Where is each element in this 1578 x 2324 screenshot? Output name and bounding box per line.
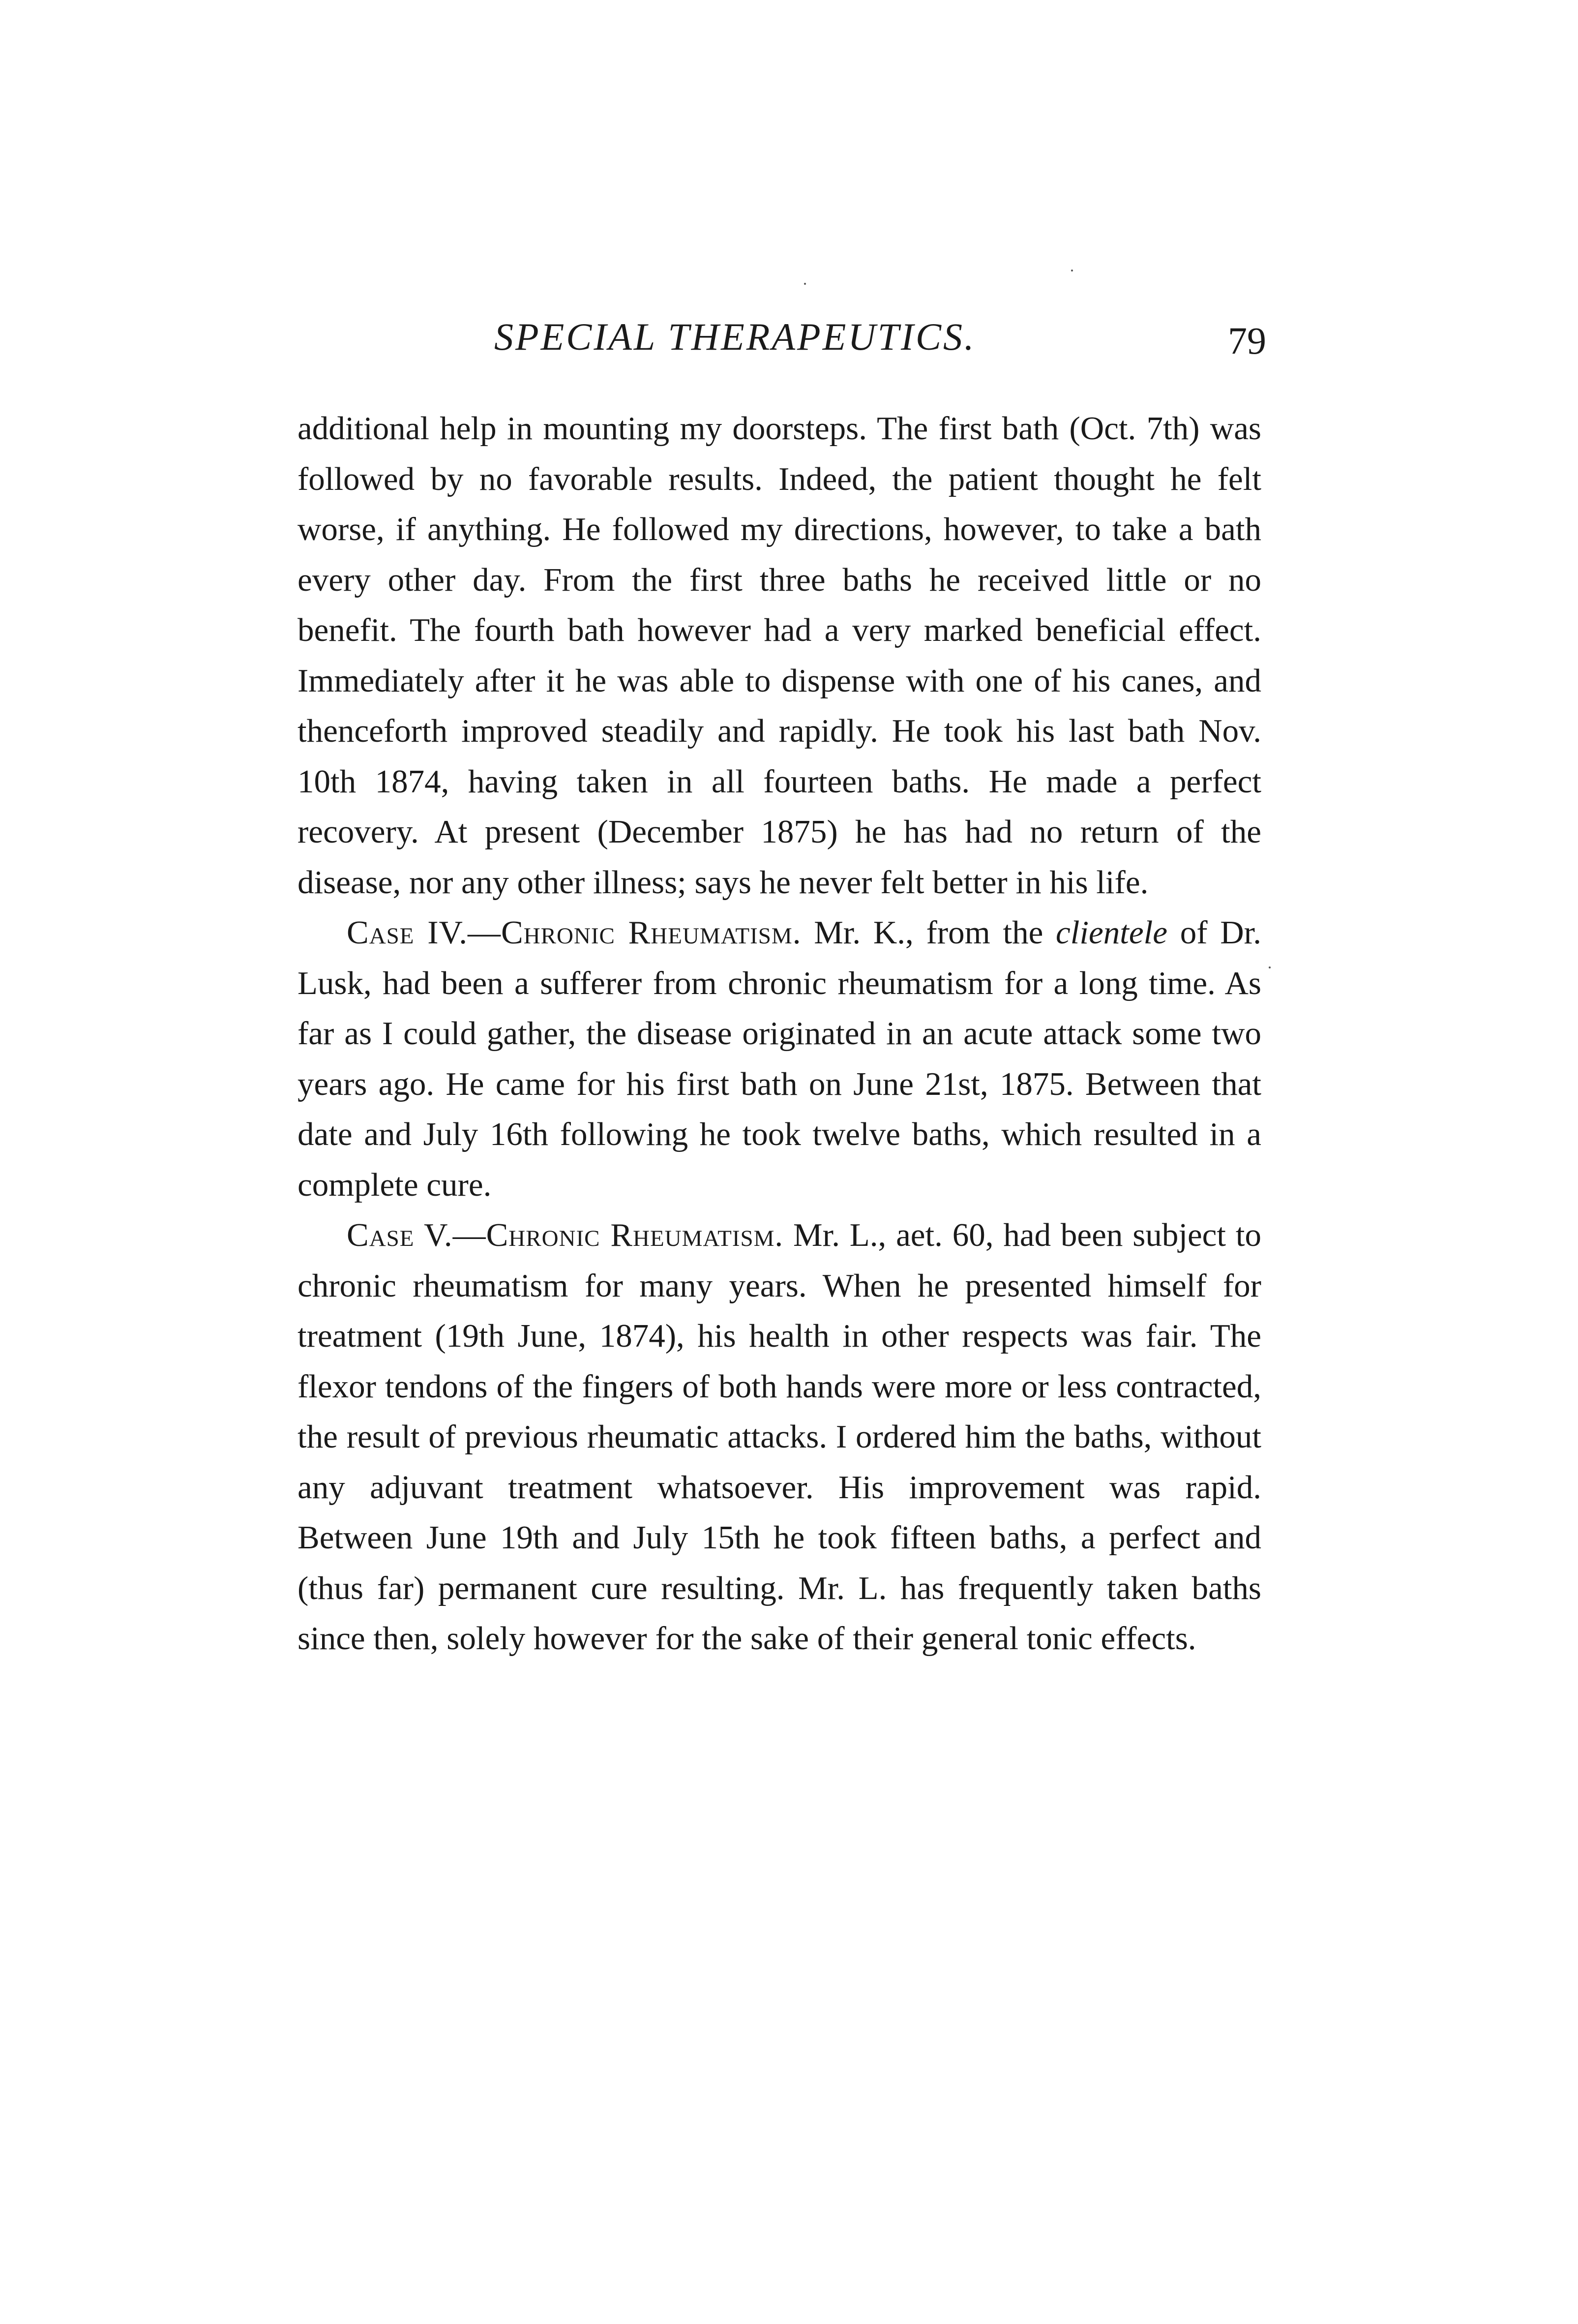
paper-speck <box>1269 966 1271 968</box>
paragraph-case-iv <box>298 907 1261 1210</box>
paragraph-case-v <box>298 1210 1261 1664</box>
case-iv-text-b: of Dr. Lusk, had been a sufferer from chronic rheumatism for a long time. As far as I could gather, the disease originated in an acute attack some two years ago. He came for his first bath on June 21st, 1875. Between that date and July 16th following he took twelve baths, which resulted in a complete cure. <box>298 914 1261 1203</box>
paper-speck <box>1071 270 1073 272</box>
case-iv-italic-word: clientele <box>1056 914 1167 951</box>
case-iv-text-a: Mr. K., from the <box>801 914 1056 951</box>
case-v-text: Mr. L., aet. 60, had been subject to chronic rheumatism for many years. When he presented himself for treatment (19th June, 1874), his health in other respects was fair. The flexor tendons of the fingers of both hands were more or less contracted, the result of previous rheumatic attacks. I ordered him the baths, without any adjuvant treatment whatsoever. His improvement was rapid. Between June 19th and July 15th he took fifteen baths, a perfect and (thus far) permanent cure resulting. Mr. L. has frequently taken baths since then, solely however for the sake of their general tonic effects. <box>298 1217 1261 1657</box>
case-iv-heading: Case IV.—Chronic Rheumatism. <box>347 914 802 951</box>
page-header <box>494 315 1266 369</box>
running-head: SPECIAL THERAPEUTICS. <box>494 315 976 358</box>
body-text <box>298 403 1261 1664</box>
case-v-heading: Case V.—Chronic Rheumatism. <box>347 1217 784 1253</box>
paper-speck <box>804 283 806 285</box>
paragraph-continuation: additional help in mounting my doorsteps. The first bath (Oct. 7th) was followed by no favorable results. Indeed, the patient thought he felt worse, if anything. He followed my directions, however, to take a bath every other day. From the first three baths he received little or no benefit. The fourth bath however had a very marked beneficial effect. Immediately after it he was able to dispense with one of his canes, and thenceforth improved steadily and rapidly. He took his last bath Nov. 10th 1874, having taken in all fourteen baths. He made a perfect recovery. At present (December 1875) he has had no return of the disease, nor any other illness; says he never felt better in his life. <box>298 410 1261 901</box>
page-number: 79 <box>1228 319 1266 362</box>
